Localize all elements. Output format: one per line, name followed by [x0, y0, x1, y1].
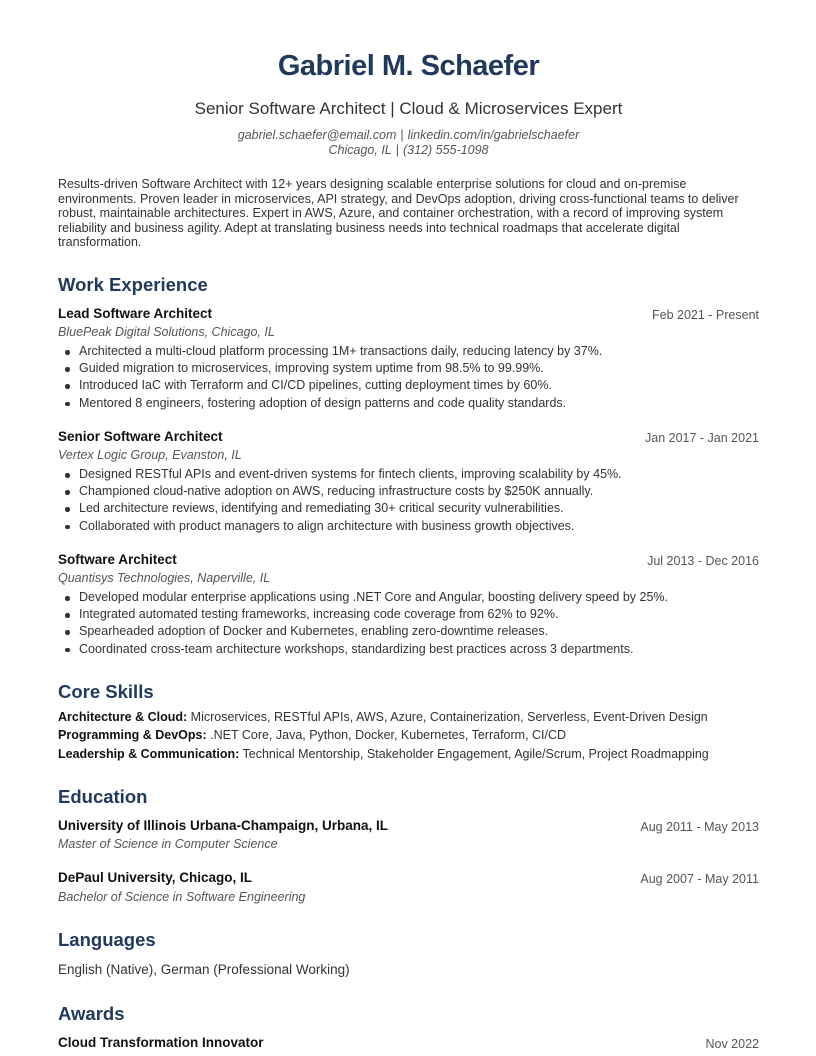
- job-bullet: [58, 606, 759, 623]
- job-bullet-text: Guided migration to microservices, improving system uptime from 98.5% to 99.99%.: [79, 361, 544, 376]
- bullet-dot: [65, 490, 70, 495]
- job-bullet-list: [58, 589, 759, 658]
- job-bullet-text: Developed modular enterprise applications using .NET Core and Angular, boosting delivery speed by 25%.: [79, 590, 669, 604]
- email-text: gabriel.schaefer@email.com: [237, 128, 397, 142]
- job-bullet-list: [58, 466, 759, 535]
- job-bullet-text: Led architecture reviews, identifying and remediating 30+ critical security vulnerabilities.: [79, 501, 564, 516]
- bullet-dot: [65, 507, 70, 512]
- job-bullet: [58, 500, 759, 517]
- job-company: Quantisys Technologies, Naperville, IL: [58, 571, 271, 585]
- bullet-dot: [65, 613, 70, 618]
- job-bullet-text: Mentored 8 engineers, fostering adoption of design patterns and code quality standards.: [79, 395, 567, 410]
- job-bullet-text: Coordinated cross-team architecture workshops, standardizing best practices across 3 departments.: [79, 641, 634, 656]
- job-bullet: [58, 518, 759, 535]
- job-bullet: [58, 377, 759, 394]
- candidate-name: Gabriel M. Schaefer: [277, 50, 540, 82]
- job-bullet: [58, 360, 759, 377]
- location-text: Chicago, IL: [328, 143, 392, 157]
- job-bullet: [58, 395, 759, 412]
- skill-row: [58, 747, 709, 761]
- phone-text: (312) 555-1098: [403, 143, 489, 157]
- education-dates: Aug 2011 - May 2013: [640, 820, 759, 834]
- skill-row: [58, 710, 708, 724]
- school-name: DePaul University, Chicago, IL: [58, 870, 253, 885]
- skill-category-label: Architecture & Cloud:: [58, 710, 188, 724]
- contact-row-1: [58, 128, 759, 142]
- linkedin-text: linkedin.com/in/gabrielschaefer: [407, 128, 580, 142]
- job-bullet: [58, 589, 759, 606]
- bullet-dot: [65, 596, 70, 601]
- degree: Master of Science in Computer Science: [58, 837, 278, 851]
- bullet-dot: [65, 367, 70, 372]
- bullet-dot: [65, 384, 70, 389]
- job-title: Senior Software Architect: [58, 429, 223, 444]
- bullet-dot: [65, 648, 70, 653]
- job-bullet: [58, 641, 759, 658]
- skill-category-label: Programming & DevOps:: [58, 728, 207, 742]
- summary-paragraph: Results-driven Software Architect with 12+ years designing scalable enterprise solutions for cloud and on-premise environments. Proven leader in microservices, API strategy, and DevOps adoption, driving cross-functional teams to deliver robust, maintainable architectures. Expert in AWS, Azure, and container orchestration, with a record of improving system reliability and business agility. Adept at translating business needs into technical roadmaps that accelerate digital transformation.: [58, 177, 739, 250]
- education-dates: Aug 2007 - May 2011: [640, 872, 759, 886]
- job-bullet: [58, 466, 759, 483]
- languages-text: English (Native), German (Professional Working): [58, 962, 350, 977]
- job-bullet-list: [58, 343, 759, 412]
- job-company: Vertex Logic Group, Evanston, IL: [58, 448, 242, 462]
- job-dates: Feb 2021 - Present: [651, 308, 759, 322]
- section-title-awards: Awards: [58, 1003, 125, 1024]
- job-dates: Jul 2013 - Dec 2016: [647, 554, 759, 568]
- job-bullet-text: Architected a multi-cloud platform processing 1M+ transactions daily, reducing latency by 37%.: [79, 344, 603, 358]
- job-bullet-text: Championed cloud-native adoption on AWS, reducing infrastructure costs by $250K annually.: [79, 484, 594, 499]
- section-title-languages: Languages: [58, 929, 156, 950]
- job-bullet-text: Introduced IaC with Terraform and CI/CD pipelines, cutting deployment times by 60%.: [79, 378, 552, 393]
- bullet-dot: [65, 473, 70, 478]
- skill-row: [58, 728, 566, 742]
- bullet-dot: [65, 350, 70, 355]
- skill-list: .NET Core, Java, Python, Docker, Kubernetes, Terraform, CI/CD: [206, 728, 567, 742]
- contact-row-2: [58, 143, 759, 157]
- job-bullet: [58, 623, 759, 640]
- bullet-dot: [65, 402, 70, 407]
- award-date: Nov 2022: [705, 1037, 759, 1051]
- contact-separator: |: [400, 128, 404, 142]
- degree: Bachelor of Science in Software Engineering: [58, 890, 306, 904]
- job-dates: Jan 2017 - Jan 2021: [645, 431, 759, 445]
- job-bullet-text: Collaborated with product managers to align architecture with business growth objectives.: [79, 518, 575, 533]
- skill-category-label: Leadership & Communication:: [58, 747, 240, 761]
- job-bullet-text: Spearheaded adoption of Docker and Kubernetes, enabling zero-downtime releases.: [79, 624, 549, 639]
- contact-separator: |: [395, 143, 399, 157]
- resume-page: [58, 0, 759, 1056]
- skill-list: Microservices, RESTful APIs, AWS, Azure, Containerization, Serverless, Event-Driven Design: [187, 710, 708, 724]
- job-bullet: [58, 343, 759, 360]
- job-company: BluePeak Digital Solutions, Chicago, IL: [58, 325, 275, 339]
- job-title: Lead Software Architect: [58, 306, 213, 321]
- headline: Senior Software Architect | Cloud & Microservices Expert: [194, 99, 623, 118]
- section-title-education: Education: [58, 786, 148, 807]
- job-bullet-text: Integrated automated testing frameworks, increasing code coverage from 62% to 92%.: [79, 607, 559, 622]
- section-title-experience: Work Experience: [58, 274, 208, 295]
- job-bullet: [58, 483, 759, 500]
- award-title: Cloud Transformation Innovator: [58, 1035, 264, 1050]
- job-title: Software Architect: [58, 552, 177, 567]
- bullet-dot: [65, 525, 70, 530]
- job-bullet-text: Designed RESTful APIs and event-driven systems for fintech clients, improving scalability by 45%.: [79, 467, 622, 481]
- section-title-skills: Core Skills: [58, 681, 154, 702]
- bullet-dot: [65, 630, 70, 635]
- school-name: University of Illinois Urbana-Champaign, Urbana, IL: [58, 818, 389, 833]
- skill-list: Technical Mentorship, Stakeholder Engagement, Agile/Scrum, Project Roadmapping: [239, 747, 709, 761]
